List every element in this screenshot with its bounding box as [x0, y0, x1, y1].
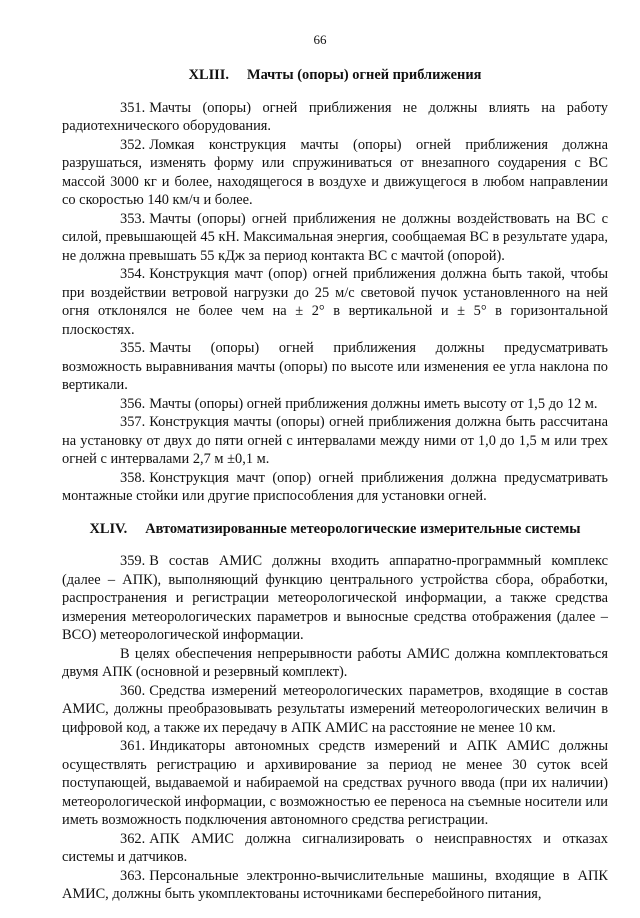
paragraph-number: 353. — [120, 210, 146, 227]
section-heading-xliv — [62, 520, 608, 539]
section-xliv-paragraphs — [62, 552, 608, 904]
paragraph-number: 360. — [120, 682, 146, 699]
paragraph-text: Персональные электронно-вычислительные машины, входящие в АПК АМИС, должны быть укомплектованы источниками бесперебойного питания, — [62, 867, 608, 902]
section-number: XLIV. — [89, 520, 128, 537]
paragraph-text: Ломкая конструкция мачты (опоры) огней приближения должна разрушаться, изменять форму или спружиниваться от внезапного соударения с ВС массой 3000 кг и более, находящегося в воздухе и движущегося в любом направлении со скоростью 140 км/ч и более. — [62, 136, 608, 208]
paragraph-352 — [62, 136, 608, 210]
paragraph-number: 352. — [120, 136, 146, 153]
paragraph-355 — [62, 339, 608, 395]
paragraph-text: Конструкция мачт (опор) огней приближения должна предусматривать монтажные стойки или другие приспособления для установки огней. — [62, 469, 608, 504]
paragraph-number: 351. — [120, 99, 146, 116]
paragraph-358 — [62, 469, 608, 506]
paragraph-text: Средства измерений метеорологических параметров, входящие в состав АМИС, должны преобразовывать результаты измерений метеорологических величин в цифровой код, а также их передачу в АПК АМИС на расстояние не менее 10 км. — [62, 682, 608, 736]
paragraph-text: Мачты (опоры) огней приближения не должны воздействовать на ВС с силой, превышающей 45 кН. Максимальная энергия, сообщаемая ВС в результате удара, не должна превышать 55 кДж за период контакта ВС с мачтой (опорой). — [62, 210, 608, 264]
paragraph-363 — [62, 867, 608, 904]
paragraph-354 — [62, 265, 608, 339]
page-number: 66 — [313, 32, 327, 47]
paragraph-text: Мачты (опоры) огней приближения должны предусматривать возможность выравнивания мачты (опоры) по высоте или изменения ее угла наклона по вертикали. — [62, 340, 608, 393]
paragraph-number: 361. — [120, 738, 146, 754]
paragraph-number: 354. — [120, 266, 146, 282]
paragraph-number: 359. — [120, 553, 146, 569]
paragraph-text: АПК АМИС должна сигнализировать о неисправностях и отказах системы и датчиков. — [62, 830, 608, 865]
paragraph-356 — [62, 395, 608, 414]
paragraph-number: 356. — [120, 395, 146, 412]
paragraph-360 — [62, 682, 608, 738]
paragraph-351 — [62, 99, 608, 136]
paragraph-353 — [62, 210, 608, 266]
paragraph-number: 362. — [120, 830, 146, 847]
document-body — [62, 66, 608, 904]
paragraph-number: 358. — [120, 469, 146, 486]
paragraph-text: В целях обеспечения непрерывности работы АМИС должна комплектоваться двумя АПК (основной и резервный комплект). — [62, 645, 608, 680]
paragraph-357 — [62, 413, 608, 469]
paragraph-359 — [62, 552, 608, 645]
paragraph-text: Мачты (опоры) огней приближения должны иметь высоту от 1,5 до 12 м. — [149, 395, 598, 412]
section-heading-xliii — [62, 66, 608, 85]
paragraph-362 — [62, 830, 608, 867]
paragraph-text: Конструкция мачт (опор) огней приближения должна быть такой, чтобы при воздействии ветровой нагрузки до 25 м/с световой пучок установленного на ней огня отклонялся не более чем на ± 2° в вертикальной и ± 5° в горизонтальной плоскостях. — [62, 266, 608, 338]
section-title: Мачты (опоры) огней приближения — [246, 67, 482, 83]
paragraph-number: 363. — [120, 867, 146, 884]
paragraph-359-continuation — [62, 645, 608, 682]
paragraph-text: В состав АМИС должны входить аппаратно-программный комплекс (далее – АПК), выполняющий функцию центрального устройства сбора, обработки, распространения и регистрации метеорологической информации, а также средства измерения метеорологических параметров и выносные средства отображения (далее – ВСО) метеорологической информации. — [62, 553, 608, 643]
section-xliii-paragraphs — [62, 99, 608, 506]
paragraph-number: 355. — [120, 340, 146, 356]
paragraph-text: Индикаторы автономных средств измерений и АПК АМИС должны осуществлять регистрацию и архивирование за период не менее 30 суток всей поступающей, выдаваемой и набираемой на средствах ручного ввода (при их наличии) метеорологической информации, с возможностью ее переноса на съемные носители или иметь возможность подключения автономного средства регистрации. — [62, 738, 608, 828]
paragraph-361 — [62, 737, 608, 830]
paragraph-text: Конструкция мачты (опоры) огней приближения должна быть рассчитана на установку от двух до пяти огней с интервалами между ними от 1,0 до 1,5 м или трех огней с интервалами 2,7 м ±0,1 м. — [62, 414, 608, 467]
section-title: Автоматизированные метеорологические измерительные системы — [145, 520, 581, 537]
paragraph-number: 357. — [120, 414, 146, 430]
section-number: XLIII. — [188, 67, 229, 83]
paragraph-text: Мачты (опоры) огней приближения не должны влиять на работу радиотехнического оборудования. — [62, 99, 608, 134]
